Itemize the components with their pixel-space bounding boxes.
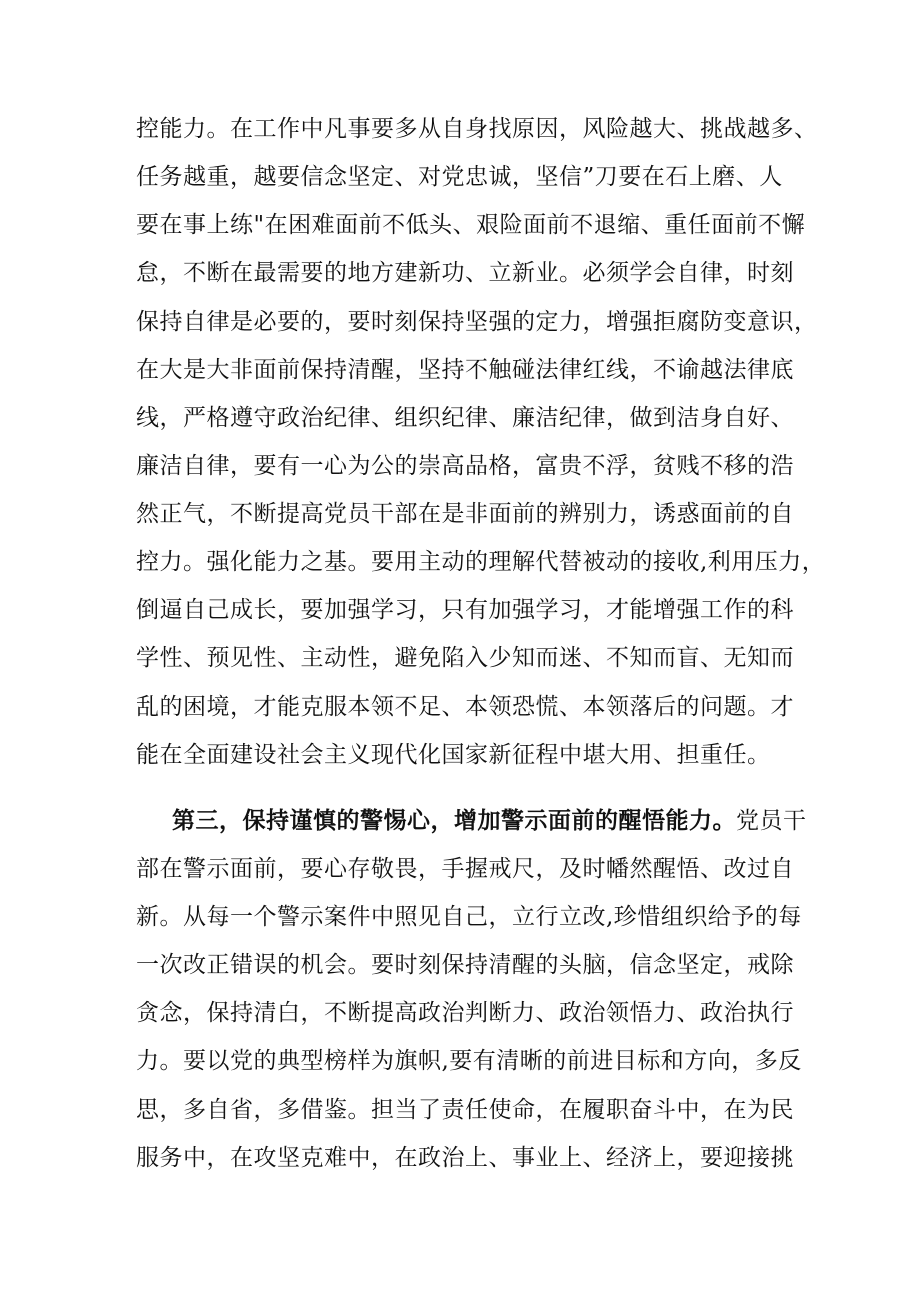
paragraph-1-line: 学性、预见性、主动性，避免陷入少知而迷、不知而盲、无知而 bbox=[136, 645, 794, 671]
paragraph-2-first-line bbox=[172, 806, 807, 836]
paragraph-1-line: 能在全面建设社会主义现代化国家新征程中堪大用、担重任。 bbox=[136, 742, 771, 768]
paragraph-2-line: 新。从每一个警示案件中照见自己，立行立改,珍惜组织给予的每 bbox=[136, 904, 802, 930]
section-heading: 第三，保持谨慎的警惕心，增加警示面前的醒悟能力。 bbox=[172, 807, 736, 834]
paragraph-2-line: 一次改正错误的机会。要时刻保持清醒的头脑，信念坚定，戒除 bbox=[136, 952, 794, 978]
paragraph-1-line: 在大是大非面前保持清醒，坚持不触碰法律红线，不谕越法律底 bbox=[136, 357, 794, 383]
paragraph-1-line: 廉洁自律，要有一心为公的崇高品格，富贵不浮，贫贱不移的浩 bbox=[136, 453, 794, 479]
paragraph-2-line: 部在警示面前，要心存敬畏，手握戒尺，及时幡然醒悟、改过自 bbox=[136, 856, 794, 882]
paragraph-2-line: 力。要以党的典型榜样为旗帜,要有清晰的前进目标和方向，多反 bbox=[136, 1048, 802, 1074]
paragraph-2-first-line-rest: 党员干 bbox=[736, 808, 807, 834]
paragraph-1-line: 控力。强化能力之基。要用主动的理解代替被动的接收,利用压力， bbox=[136, 549, 826, 575]
paragraph-1-line: 然正气，不断提高党员干部在是非面前的辨别力，诱惑面前的自 bbox=[136, 501, 794, 527]
paragraph-1-line: 怠，不断在最需要的地方建新功、立新业。必须学会自律，时刻 bbox=[136, 260, 794, 286]
paragraph-2-line: 服务中，在攻坚克难中，在政治上、事业上、经济上，要迎接挑 bbox=[136, 1145, 794, 1171]
paragraph-1-line: 线，严格遵守政治纪律、组织纪律、廉洁纪律，做到洁身自好、 bbox=[136, 405, 794, 431]
paragraph-1-line: 乱的困境，才能克服本领不足、本领恐慌、本领落后的问题。才 bbox=[136, 694, 794, 720]
paragraph-2-line: 贪念，保持清白，不断提高政治判断力、政治领悟力、政治执行 bbox=[136, 1000, 794, 1026]
paragraph-1-line: 任务越重，越要信念坚定、对党忠诚，坚信”刀要在石上磨、人 bbox=[136, 164, 783, 190]
paragraph-1-line: 要在事上练"在困难面前不低头、艰险面前不退缩、重任面前不懈 bbox=[136, 212, 806, 238]
paragraph-1-line: 控能力。在工作中凡事要多从自身找原因，风险越大、挑战越多、 bbox=[136, 116, 818, 142]
paragraph-1-line: 保持自律是必要的，要时刻保持坚强的定力，增强拒腐防变意识， bbox=[136, 309, 818, 335]
paragraph-1-line: 倒逼自己成长，要加强学习，只有加强学习，才能增强工作的科 bbox=[136, 597, 794, 623]
paragraph-2-line: 思，多自省，多借鉴。担当了责任使命，在履职奋斗中，在为民 bbox=[136, 1097, 794, 1123]
